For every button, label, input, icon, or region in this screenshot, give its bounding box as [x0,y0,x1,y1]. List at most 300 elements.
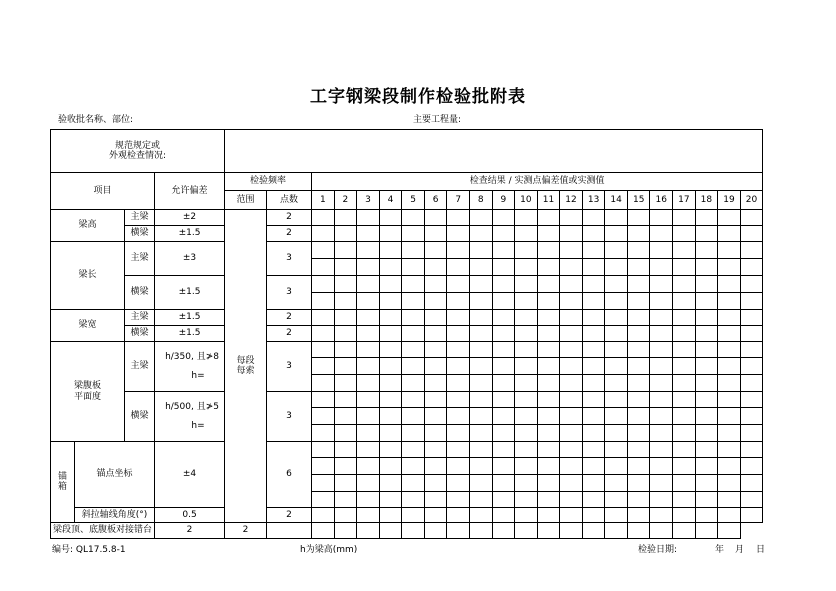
result-cell[interactable] [627,342,650,358]
result-cell[interactable] [492,358,515,375]
result-cell[interactable] [379,475,402,492]
result-cell[interactable] [740,326,763,342]
result-cell[interactable] [469,375,492,392]
result-cell[interactable] [334,492,357,508]
result-cell[interactable] [492,242,515,259]
result-cell[interactable] [582,408,605,425]
result-cell[interactable] [447,210,470,226]
result-cell[interactable] [402,276,425,293]
result-cell[interactable] [650,392,673,408]
result-cell[interactable] [740,342,763,358]
result-cell[interactable] [357,475,380,492]
result-cell[interactable] [650,442,673,458]
result-cell[interactable] [424,310,447,326]
result-cell[interactable] [718,523,741,539]
result-cell[interactable] [447,326,470,342]
result-cell[interactable] [560,523,583,539]
result-cell[interactable] [673,408,696,425]
result-cell[interactable] [379,358,402,375]
result-cell[interactable] [515,226,538,242]
result-cell[interactable] [627,408,650,425]
result-cell[interactable] [605,310,628,326]
result-cell[interactable] [357,293,380,310]
result-cell[interactable] [334,458,357,475]
result-cell[interactable] [650,408,673,425]
result-cell[interactable] [537,425,560,442]
result-cell[interactable] [627,226,650,242]
result-cell[interactable] [515,293,538,310]
result-cell[interactable] [312,226,335,242]
result-cell[interactable] [357,375,380,392]
result-cell[interactable] [492,425,515,442]
result-cell[interactable] [673,276,696,293]
result-cell[interactable] [469,392,492,408]
result-cell[interactable] [379,523,402,539]
result-cell[interactable] [469,259,492,276]
result-cell[interactable] [469,358,492,375]
result-cell[interactable] [492,442,515,458]
result-cell[interactable] [695,392,718,408]
result-cell[interactable] [515,310,538,326]
result-cell[interactable] [424,458,447,475]
result-cell[interactable] [267,523,312,539]
result-cell[interactable] [402,508,425,523]
result-cell[interactable] [740,358,763,375]
result-cell[interactable] [515,276,538,293]
result-cell[interactable] [560,375,583,392]
result-cell[interactable] [357,523,380,539]
result-cell[interactable] [673,226,696,242]
result-cell[interactable] [334,475,357,492]
result-cell[interactable] [740,226,763,242]
result-cell[interactable] [650,293,673,310]
result-cell[interactable] [447,408,470,425]
result-cell[interactable] [650,458,673,475]
result-cell[interactable] [650,242,673,259]
result-cell[interactable] [402,408,425,425]
result-cell[interactable] [357,276,380,293]
result-cell[interactable] [718,293,741,310]
result-cell[interactable] [447,458,470,475]
result-cell[interactable] [447,293,470,310]
result-cell[interactable] [650,276,673,293]
result-cell[interactable] [379,492,402,508]
result-cell[interactable] [334,293,357,310]
result-cell[interactable] [469,326,492,342]
result-cell[interactable] [402,425,425,442]
result-cell[interactable] [673,326,696,342]
result-cell[interactable] [515,523,538,539]
result-cell[interactable] [605,259,628,276]
result-cell[interactable] [650,475,673,492]
result-cell[interactable] [740,442,763,458]
result-cell[interactable] [695,442,718,458]
result-cell[interactable] [357,259,380,276]
result-cell[interactable] [537,293,560,310]
result-cell[interactable] [402,326,425,342]
result-cell[interactable] [402,210,425,226]
result-cell[interactable] [379,508,402,523]
result-cell[interactable] [492,375,515,392]
result-cell[interactable] [718,358,741,375]
result-cell[interactable] [627,508,650,523]
result-cell[interactable] [357,392,380,408]
result-cell[interactable] [312,210,335,226]
result-cell[interactable] [673,442,696,458]
result-cell[interactable] [334,442,357,458]
result-cell[interactable] [718,492,741,508]
result-cell[interactable] [695,342,718,358]
result-cell[interactable] [402,475,425,492]
result-cell[interactable] [560,408,583,425]
result-cell[interactable] [469,523,492,539]
result-cell[interactable] [582,226,605,242]
result-cell[interactable] [492,523,515,539]
result-cell[interactable] [334,425,357,442]
result-cell[interactable] [402,293,425,310]
result-cell[interactable] [424,425,447,442]
result-cell[interactable] [673,523,696,539]
result-cell[interactable] [334,358,357,375]
result-cell[interactable] [469,408,492,425]
result-cell[interactable] [312,508,335,523]
result-cell[interactable] [718,475,741,492]
result-cell[interactable] [740,310,763,326]
result-cell[interactable] [424,492,447,508]
result-cell[interactable] [537,523,560,539]
result-cell[interactable] [424,326,447,342]
result-cell[interactable] [334,310,357,326]
result-cell[interactable] [582,475,605,492]
result-cell[interactable] [605,458,628,475]
result-cell[interactable] [673,310,696,326]
result-cell[interactable] [650,326,673,342]
result-cell[interactable] [402,392,425,408]
result-cell[interactable] [560,326,583,342]
result-cell[interactable] [312,276,335,293]
result-cell[interactable] [379,408,402,425]
result-cell[interactable] [537,226,560,242]
result-cell[interactable] [424,259,447,276]
result-cell[interactable] [312,242,335,259]
result-cell[interactable] [718,342,741,358]
result-cell[interactable] [537,458,560,475]
result-cell[interactable] [605,442,628,458]
result-cell[interactable] [424,408,447,425]
result-cell[interactable] [447,259,470,276]
result-cell[interactable] [447,242,470,259]
result-cell[interactable] [424,375,447,392]
result-cell[interactable] [312,342,335,358]
result-cell[interactable] [650,492,673,508]
result-cell[interactable] [718,326,741,342]
result-cell[interactable] [718,210,741,226]
result-cell[interactable] [379,259,402,276]
result-cell[interactable] [582,523,605,539]
result-cell[interactable] [537,492,560,508]
result-cell[interactable] [515,326,538,342]
result-cell[interactable] [402,492,425,508]
result-cell[interactable] [424,523,447,539]
result-cell[interactable] [402,358,425,375]
result-cell[interactable] [357,342,380,358]
result-cell[interactable] [379,310,402,326]
result-cell[interactable] [515,375,538,392]
result-cell[interactable] [402,310,425,326]
result-cell[interactable] [492,458,515,475]
result-cell[interactable] [492,475,515,492]
result-cell[interactable] [515,508,538,523]
result-cell[interactable] [627,442,650,458]
result-cell[interactable] [515,358,538,375]
result-cell[interactable] [334,326,357,342]
result-cell[interactable] [650,425,673,442]
result-cell[interactable] [560,442,583,458]
result-cell[interactable] [627,242,650,259]
result-cell[interactable] [379,342,402,358]
spec-input-cell[interactable] [225,130,763,173]
result-cell[interactable] [515,442,538,458]
result-cell[interactable] [379,442,402,458]
result-cell[interactable] [492,342,515,358]
result-cell[interactable] [492,293,515,310]
result-cell[interactable] [424,475,447,492]
result-cell[interactable] [740,276,763,293]
result-cell[interactable] [582,492,605,508]
result-cell[interactable] [695,358,718,375]
result-cell[interactable] [605,210,628,226]
result-cell[interactable] [560,392,583,408]
result-cell[interactable] [650,358,673,375]
result-cell[interactable] [695,293,718,310]
result-cell[interactable] [582,310,605,326]
result-cell[interactable] [695,425,718,442]
result-cell[interactable] [469,310,492,326]
result-cell[interactable] [627,326,650,342]
result-cell[interactable] [718,226,741,242]
result-cell[interactable] [537,475,560,492]
result-cell[interactable] [424,226,447,242]
result-cell[interactable] [740,492,763,508]
result-cell[interactable] [695,375,718,392]
result-cell[interactable] [312,458,335,475]
result-cell[interactable] [469,492,492,508]
result-cell[interactable] [312,310,335,326]
result-cell[interactable] [402,226,425,242]
result-cell[interactable] [379,392,402,408]
result-cell[interactable] [357,310,380,326]
result-cell[interactable] [740,210,763,226]
result-cell[interactable] [537,408,560,425]
result-cell[interactable] [334,276,357,293]
result-cell[interactable] [582,210,605,226]
result-cell[interactable] [357,326,380,342]
result-cell[interactable] [334,210,357,226]
result-cell[interactable] [605,392,628,408]
result-cell[interactable] [357,425,380,442]
result-cell[interactable] [357,358,380,375]
result-cell[interactable] [312,375,335,392]
result-cell[interactable] [357,508,380,523]
result-cell[interactable] [740,475,763,492]
result-cell[interactable] [357,226,380,242]
result-cell[interactable] [718,276,741,293]
result-cell[interactable] [492,310,515,326]
result-cell[interactable] [740,408,763,425]
result-cell[interactable] [673,392,696,408]
result-cell[interactable] [312,523,335,539]
result-cell[interactable] [718,392,741,408]
result-cell[interactable] [560,259,583,276]
result-cell[interactable] [515,408,538,425]
result-cell[interactable] [537,326,560,342]
result-cell[interactable] [447,508,470,523]
result-cell[interactable] [537,210,560,226]
result-cell[interactable] [424,342,447,358]
result-cell[interactable] [334,392,357,408]
result-cell[interactable] [582,392,605,408]
result-cell[interactable] [379,458,402,475]
result-cell[interactable] [537,508,560,523]
result-cell[interactable] [740,259,763,276]
result-cell[interactable] [627,358,650,375]
result-cell[interactable] [469,242,492,259]
result-cell[interactable] [515,392,538,408]
result-cell[interactable] [312,408,335,425]
result-cell[interactable] [560,210,583,226]
result-cell[interactable] [627,210,650,226]
result-cell[interactable] [515,475,538,492]
result-cell[interactable] [582,458,605,475]
result-cell[interactable] [695,226,718,242]
result-cell[interactable] [560,242,583,259]
result-cell[interactable] [718,310,741,326]
result-cell[interactable] [650,375,673,392]
result-cell[interactable] [447,392,470,408]
result-cell[interactable] [447,342,470,358]
result-cell[interactable] [537,342,560,358]
result-cell[interactable] [379,276,402,293]
result-cell[interactable] [492,226,515,242]
result-cell[interactable] [673,492,696,508]
result-cell[interactable] [515,259,538,276]
result-cell[interactable] [334,242,357,259]
result-cell[interactable] [695,408,718,425]
result-cell[interactable] [537,310,560,326]
result-cell[interactable] [740,242,763,259]
result-cell[interactable] [627,475,650,492]
result-cell[interactable] [424,242,447,259]
result-cell[interactable] [312,442,335,458]
result-cell[interactable] [605,276,628,293]
result-cell[interactable] [627,259,650,276]
result-cell[interactable] [673,293,696,310]
result-cell[interactable] [695,475,718,492]
result-cell[interactable] [582,259,605,276]
result-cell[interactable] [605,226,628,242]
result-cell[interactable] [695,458,718,475]
result-cell[interactable] [334,408,357,425]
result-cell[interactable] [627,425,650,442]
result-cell[interactable] [379,293,402,310]
result-cell[interactable] [627,276,650,293]
result-cell[interactable] [537,242,560,259]
result-cell[interactable] [627,310,650,326]
result-cell[interactable] [469,293,492,310]
result-cell[interactable] [424,210,447,226]
result-cell[interactable] [515,342,538,358]
result-cell[interactable] [447,523,470,539]
result-cell[interactable] [357,492,380,508]
result-cell[interactable] [334,342,357,358]
result-cell[interactable] [740,375,763,392]
result-cell[interactable] [627,458,650,475]
result-cell[interactable] [560,342,583,358]
result-cell[interactable] [560,492,583,508]
result-cell[interactable] [537,375,560,392]
result-cell[interactable] [695,276,718,293]
result-cell[interactable] [312,358,335,375]
result-cell[interactable] [605,375,628,392]
result-cell[interactable] [447,375,470,392]
result-cell[interactable] [379,425,402,442]
result-cell[interactable] [537,276,560,293]
result-cell[interactable] [447,442,470,458]
result-cell[interactable] [650,523,673,539]
result-cell[interactable] [740,293,763,310]
result-cell[interactable] [447,310,470,326]
result-cell[interactable] [402,342,425,358]
result-cell[interactable] [312,425,335,442]
result-cell[interactable] [402,458,425,475]
result-cell[interactable] [695,492,718,508]
result-cell[interactable] [673,358,696,375]
result-cell[interactable] [469,442,492,458]
result-cell[interactable] [627,293,650,310]
result-cell[interactable] [469,425,492,442]
result-cell[interactable] [582,442,605,458]
result-cell[interactable] [447,425,470,442]
result-cell[interactable] [673,475,696,492]
result-cell[interactable] [334,508,357,523]
result-cell[interactable] [650,508,673,523]
result-cell[interactable] [673,508,696,523]
result-cell[interactable] [718,442,741,458]
result-cell[interactable] [740,508,763,523]
result-cell[interactable] [379,210,402,226]
result-cell[interactable] [718,375,741,392]
result-cell[interactable] [695,259,718,276]
result-cell[interactable] [582,342,605,358]
result-cell[interactable] [447,226,470,242]
result-cell[interactable] [312,326,335,342]
result-cell[interactable] [718,242,741,259]
result-cell[interactable] [605,475,628,492]
result-cell[interactable] [650,226,673,242]
result-cell[interactable] [582,276,605,293]
result-cell[interactable] [582,242,605,259]
result-cell[interactable] [469,342,492,358]
result-cell[interactable] [312,392,335,408]
result-cell[interactable] [537,358,560,375]
result-cell[interactable] [673,242,696,259]
result-cell[interactable] [469,226,492,242]
result-cell[interactable] [673,210,696,226]
result-cell[interactable] [492,408,515,425]
result-cell[interactable] [560,458,583,475]
result-cell[interactable] [537,259,560,276]
result-cell[interactable] [605,508,628,523]
